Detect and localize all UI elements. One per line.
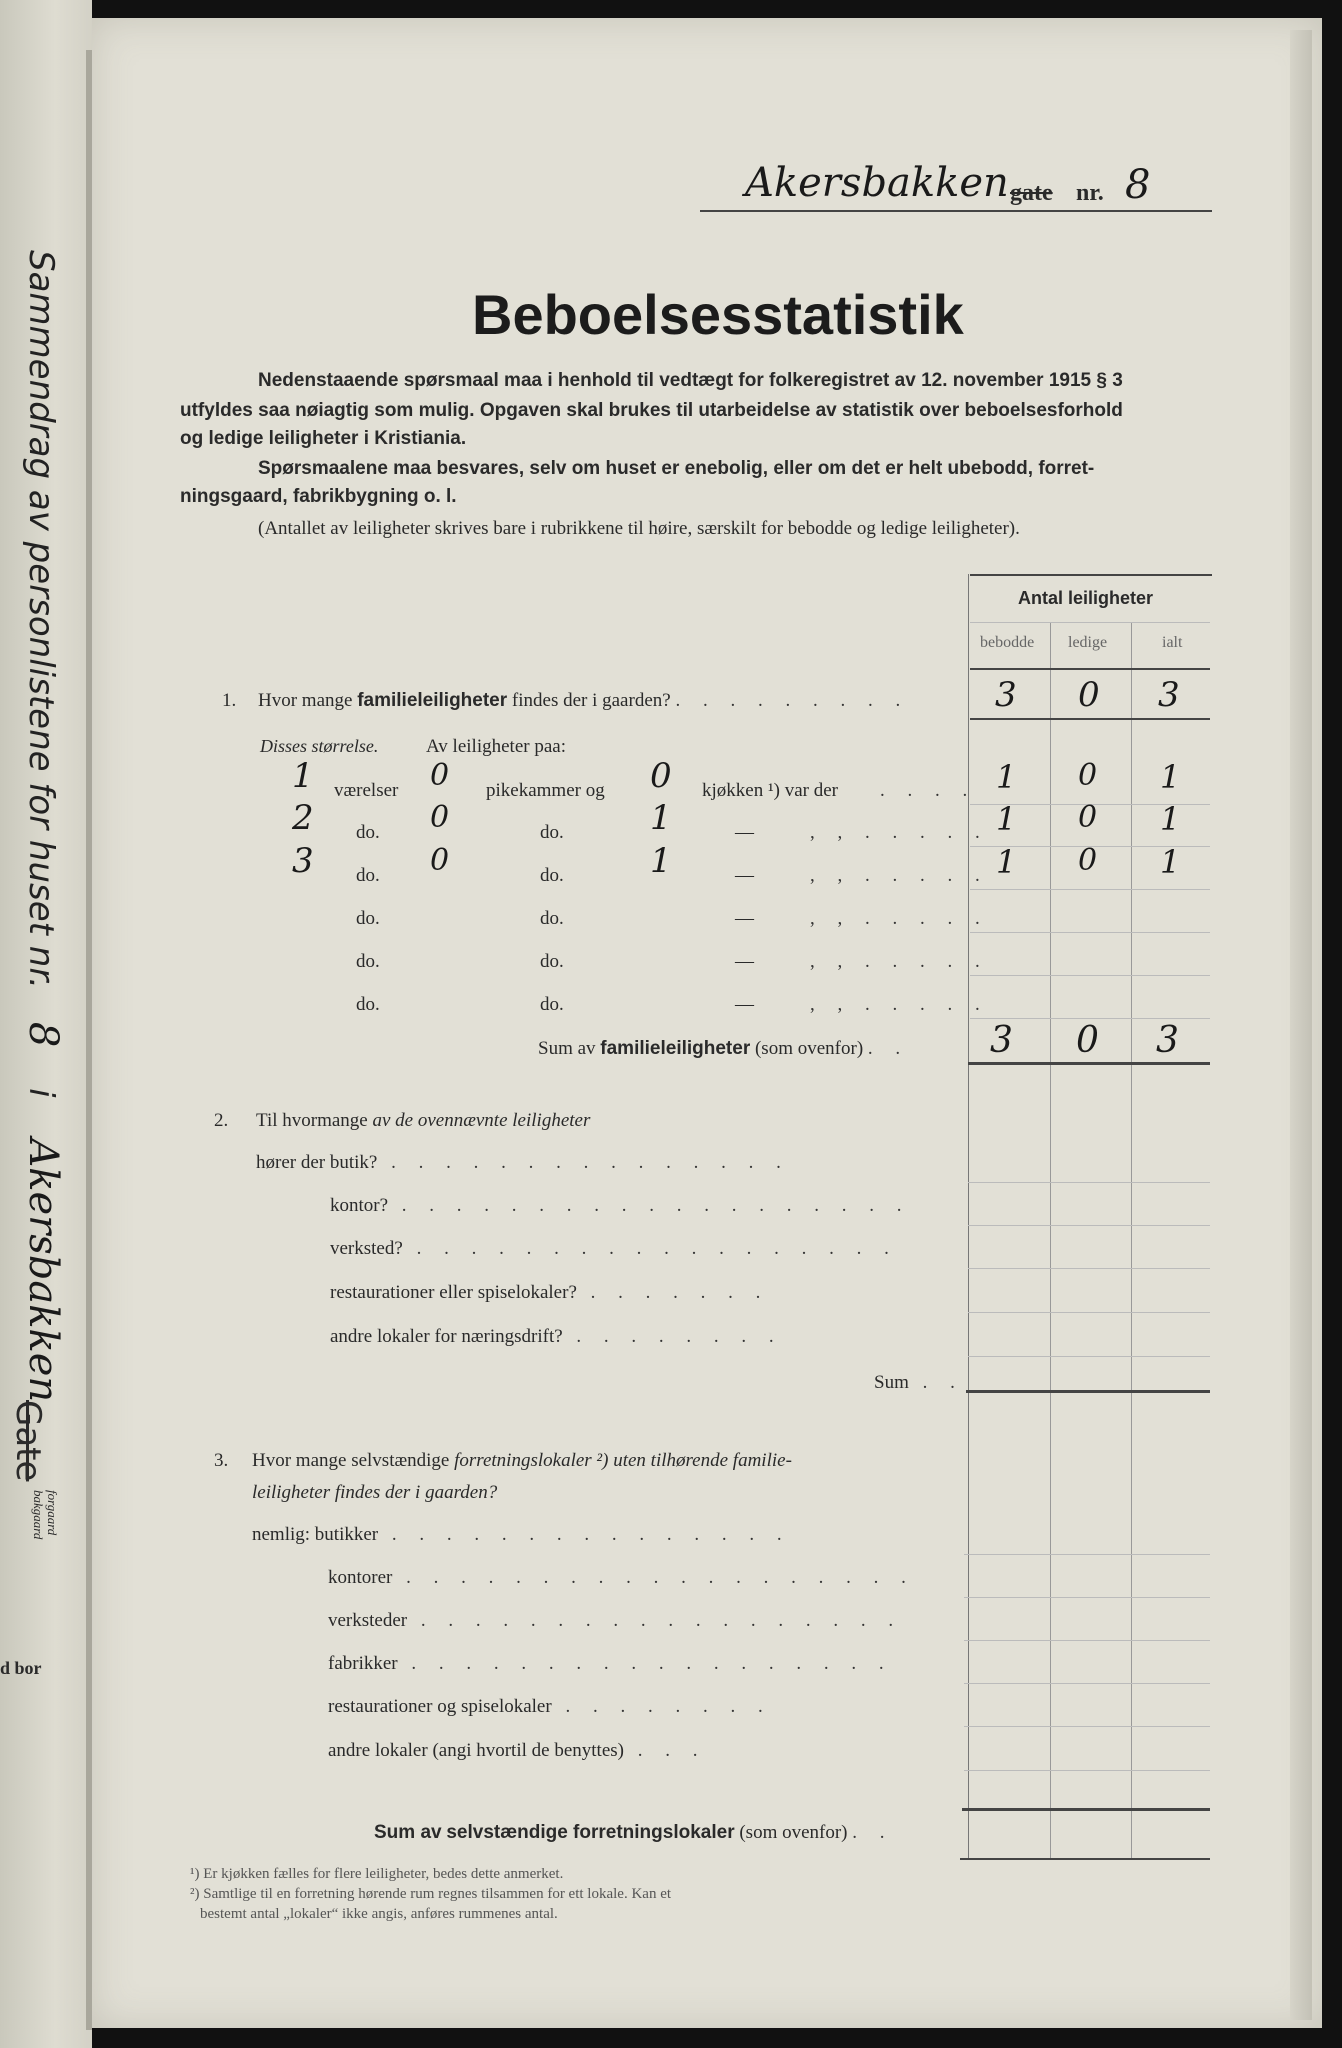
q2-item: verksted? . . . . . . . . . . . . . . . . . . [330, 1238, 898, 1259]
size-label-2: Av leiligheter paa: [426, 736, 566, 757]
q3-item: fabrikker . . . . . . . . . . . . . . . . . . [328, 1653, 893, 1674]
q2-sum-rule [966, 1390, 1210, 1393]
q1-sum-bebodde: 3 [990, 1020, 1013, 1061]
row-kitchen-label: — [735, 908, 754, 929]
row-rule [970, 975, 1210, 976]
q2-item: hører der butik? . . . . . . . . . . . . . . . [256, 1152, 790, 1173]
intro-line-2: utfyldes saa nøiagtig som mulig. Opgaven skal brukes til utarbeidelse av statistik over beboelsesforhold [180, 400, 1123, 421]
row-ialt: 1 [1160, 758, 1181, 796]
row-rule [970, 932, 1210, 933]
q2-item: restaurationer eller spiselokaler? . . . . . . . [330, 1282, 770, 1303]
size-label: Disses størrelse. [260, 736, 379, 756]
row-rooms-label: do. [356, 865, 380, 886]
q3-item: andre lokaler (angi hvortil de benyttes) . . . [328, 1740, 707, 1761]
row-kitchen-label: — [735, 822, 754, 843]
q3-row-rule [964, 1597, 1210, 1598]
table-bottom-rule [960, 1858, 1210, 1860]
intro-line-4: Spørsmaalene maa besvares, selv om huset er enebolig, eller om det er helt ubebodd, forret- [258, 458, 1095, 479]
col-header-bebodde: bebodde [980, 634, 1035, 651]
street-name-handwritten: Akersbakken [745, 160, 1009, 206]
q2-row-rule [968, 1268, 1210, 1269]
vertical-bakgaard: bakgaard [31, 1490, 46, 1540]
q1-number: 1. [222, 690, 237, 711]
row-maid-value: 0 [430, 758, 450, 793]
row-maid-label: do. [540, 908, 564, 929]
row-maid-label: do. [540, 951, 564, 972]
table-subheader-rule [970, 668, 1210, 670]
q3-number: 3. [214, 1450, 229, 1471]
q3-sum-label: Sum av selvstændige forretningslokaler (som ovenfor) . . [374, 1822, 894, 1843]
row-rooms-value: 3 [292, 841, 314, 881]
row-bebodde: 1 [996, 843, 1017, 881]
col-header-ledige: ledige [1068, 634, 1108, 651]
table-left-border [968, 574, 969, 1860]
q3-item: verksteder . . . . . . . . . . . . . . . . . . [328, 1610, 903, 1631]
q1-sum-rule [968, 1062, 1210, 1065]
q2-row-rule [968, 1225, 1210, 1226]
row-ledige: 0 [1078, 758, 1098, 793]
intro-line-3: og ledige leiligheter i Kristiania. [180, 428, 467, 449]
q3-item: kontorer . . . . . . . . . . . . . . . . . . . [328, 1567, 915, 1588]
q3-row-rule [964, 1640, 1210, 1641]
row-maid-label: do. [540, 865, 564, 886]
row-ledige: 0 [1078, 800, 1098, 835]
row-maid-label: do. [540, 994, 564, 1015]
row-maid-value: 0 [430, 800, 450, 835]
vertical-house-number: 8 [20, 1021, 66, 1048]
row-rule [970, 1018, 1210, 1019]
vertical-gate-struck: Gate [8, 1400, 48, 1482]
q2-sum: Sum . . [874, 1372, 964, 1393]
q3-sum-rule [962, 1808, 1210, 1811]
q1-ialt: 3 [1158, 675, 1180, 715]
row-rooms-value: 1 [292, 756, 314, 796]
q2-number: 2. [214, 1110, 229, 1131]
intro-line-6: (Antallet av leiligheter skrives bare i rubrikkene til høire, særskilt for bebodde og ledige leiligheter). [258, 518, 1020, 539]
q1-question: Hvor mange familieleiligheter findes der i gaarden? . . . . . . . . . [258, 690, 910, 711]
row-leader-dots: . . . . [880, 780, 977, 801]
q3-row-rule [964, 1726, 1210, 1727]
row-bebodde: 1 [996, 758, 1017, 796]
vertical-i: i [21, 1088, 61, 1098]
table-header-title: Antal leiligheter [1018, 588, 1154, 608]
row-rooms-label: do. [356, 994, 380, 1015]
q1-sum-ledige: 0 [1076, 1020, 1099, 1061]
table-top-rule [970, 574, 1212, 576]
margin-bor: d bor [0, 1658, 42, 1678]
q2-item: kontor? . . . . . . . . . . . . . . . . . . . [330, 1195, 911, 1216]
row-ialt: 1 [1160, 843, 1181, 881]
q1-bebodde: 3 [995, 675, 1017, 715]
q3-question-2: leiligheter findes der i gaarden? [252, 1482, 498, 1503]
row-rooms-label: do. [356, 908, 380, 929]
row-leader-dots: , , . . . . . [810, 951, 989, 972]
footnote-2: ²) Samtlige til en forretning hørende rum regnes tilsammen for ett lokale. Kan et [190, 1886, 672, 1902]
row-leader-dots: , , . . . . . [810, 865, 989, 886]
q1-sum-label: Sum av familieleiligheter (som ovenfor) . . [538, 1038, 910, 1059]
street-underline [700, 210, 1212, 212]
footnote-1: ¹) Er kjøkken fælles for flere leiligheter, bedes dette anmerket. [190, 1866, 564, 1882]
row-maid-label: do. [540, 822, 564, 843]
row-kitchen-value: 1 [650, 798, 672, 838]
row-maid-label: pikekammer og [486, 780, 605, 801]
row-kitchen-label: — [735, 951, 754, 972]
table-col-divider-1 [1050, 622, 1051, 1860]
q3-item: restaurationer og spiselokaler . . . . . . . . [328, 1696, 772, 1717]
vertical-street-name: Akersbakken [20, 1138, 66, 1403]
row-rooms-label: værelser [334, 780, 399, 801]
intro-line-1: Nedenstaaende spørsmaal maa i henhold til vedtægt for folkeregistret av 12. november 1915 § 3 [258, 370, 1123, 391]
row-kitchen-value: 1 [650, 841, 672, 881]
row-kitchen-value: 0 [650, 756, 672, 796]
row-kitchen-label: — [735, 994, 754, 1015]
table-col-divider-2 [1131, 622, 1132, 1860]
q2-row-rule [968, 1182, 1210, 1183]
q1-sum-ialt: 3 [1156, 1020, 1179, 1061]
q2-row-rule [968, 1356, 1210, 1357]
q2-item: andre lokaler for næringsdrift? . . . . . . . . [330, 1326, 783, 1347]
q2-row-rule [968, 1312, 1210, 1313]
gate-struck: gate [1010, 180, 1053, 206]
q1-ledige: 0 [1078, 675, 1100, 715]
row-rooms-label: do. [356, 822, 380, 843]
row-rule [970, 889, 1210, 890]
footnote-3: bestemt antal „lokaler“ ikke angis, anføres rummenes antal. [200, 1906, 558, 1922]
row-ledige: 0 [1078, 843, 1098, 878]
row-maid-value: 0 [430, 843, 450, 878]
house-number-handwritten: 8 [1125, 162, 1151, 208]
row-bebodde: 1 [996, 800, 1017, 838]
intro-line-5: ningsgaard, fabrikbygning o. l. [180, 486, 457, 507]
row-leader-dots: , , . . . . . [810, 994, 989, 1015]
nr-label: nr. [1076, 180, 1104, 206]
q2-question: Til hvormange av de ovennævnte leiligheter [256, 1110, 591, 1131]
col-header-ialt: ialt [1162, 634, 1183, 651]
q1-rule [970, 718, 1210, 720]
q3-row-rule [964, 1554, 1210, 1555]
q3-item: nemlig: butikker . . . . . . . . . . . . . . . [252, 1524, 791, 1545]
row-rooms-label: do. [356, 951, 380, 972]
page-title: Beboelsesstatistik [472, 283, 964, 346]
q3-row-rule [964, 1683, 1210, 1684]
vertical-title: Sammendrag av personlistene for huset nr. [21, 250, 61, 989]
sheet-edge [1290, 30, 1312, 2020]
q3-question-1: Hvor mange selvstændige forretningslokaler ²) uten tilhørende familie- [252, 1450, 792, 1471]
row-leader-dots: , , . . . . . [810, 908, 989, 929]
table-header-rule [970, 622, 1210, 623]
row-kitchen-label: kjøkken ¹) var der [702, 780, 839, 801]
vertical-forgaard: forgaard [45, 1490, 60, 1536]
vertical-margin-text [20, 250, 66, 1402]
row-kitchen-label: — [735, 865, 754, 886]
q3-row-rule [964, 1770, 1210, 1771]
row-ialt: 1 [1160, 800, 1181, 838]
row-rooms-value: 2 [292, 798, 314, 838]
row-leader-dots: , , . . . . . [810, 822, 989, 843]
